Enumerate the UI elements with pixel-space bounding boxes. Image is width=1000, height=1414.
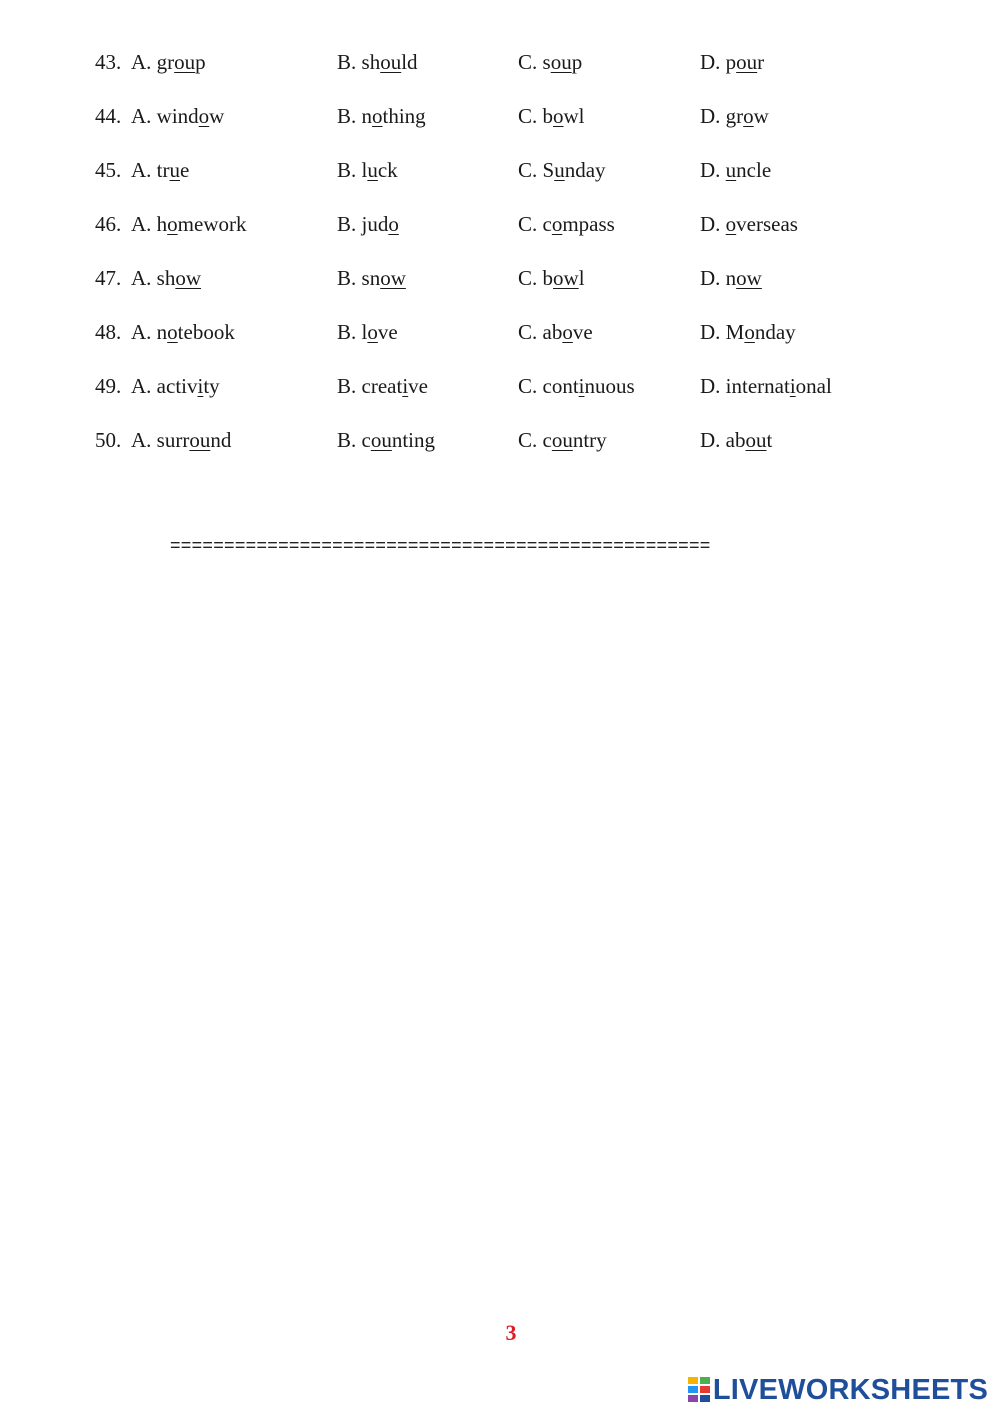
underlined-sound: ou <box>745 428 767 452</box>
underlined-sound: o <box>372 104 383 128</box>
word-prefix: n <box>156 320 168 344</box>
word-suffix: ve <box>377 320 398 344</box>
option-letter: A. <box>131 374 152 398</box>
option-letter: C. <box>518 50 538 74</box>
word-prefix: creat <box>361 374 403 398</box>
option-letter: A. <box>131 266 152 290</box>
word-suffix: onal <box>795 374 832 398</box>
word-prefix: cont <box>542 374 579 398</box>
underlined-sound: i <box>578 374 585 398</box>
word-suffix: ve <box>572 320 593 344</box>
option-letter: B. <box>337 320 357 344</box>
word-prefix: n <box>361 104 373 128</box>
underlined-sound: o <box>553 104 564 128</box>
answer-option-a <box>131 371 220 401</box>
option-letter: A. <box>131 212 152 236</box>
answer-option-b <box>337 155 398 185</box>
answer-option-c <box>518 317 593 347</box>
answer-option-b <box>337 425 435 455</box>
option-letter: D. <box>700 374 721 398</box>
answer-option-d <box>700 317 796 347</box>
underlined-sound: u <box>367 158 378 182</box>
question-row <box>95 47 955 77</box>
word-prefix: internat <box>725 374 790 398</box>
page-number: 3 <box>505 1320 517 1345</box>
word-suffix: thing <box>382 104 426 128</box>
word-prefix: c <box>542 428 552 452</box>
word-suffix: nday <box>564 158 606 182</box>
underlined-sound: u <box>554 158 565 182</box>
answer-option-d <box>700 425 772 455</box>
answer-option-c <box>518 263 585 293</box>
question-number: 44. <box>95 104 122 128</box>
option-letter: D. <box>700 428 721 452</box>
word-prefix: sn <box>361 266 381 290</box>
word-suffix: r <box>757 50 765 74</box>
word-suffix: nting <box>391 428 436 452</box>
underlined-sound: o <box>551 212 563 236</box>
word-suffix: wl <box>563 104 585 128</box>
word-suffix: ld <box>401 50 418 74</box>
option-letter: B. <box>337 50 357 74</box>
question-row <box>95 425 955 455</box>
answer-option-b <box>337 371 428 401</box>
word-suffix: mework <box>177 212 247 236</box>
word-prefix: wind <box>156 104 199 128</box>
answer-option-d <box>700 371 832 401</box>
question-number: 43. <box>95 50 122 74</box>
option-letter: C. <box>518 158 538 182</box>
underlined-sound: ou <box>380 50 402 74</box>
underlined-sound: ow <box>175 266 202 290</box>
section-divider: ================================================== <box>170 535 711 555</box>
word-suffix: ck <box>377 158 398 182</box>
underlined-sound: o <box>198 104 210 128</box>
question-number: 50. <box>95 428 122 452</box>
underlined-sound: o <box>167 320 178 344</box>
option-letter: A. <box>131 104 152 128</box>
word-suffix: t <box>766 428 773 452</box>
option-letter: C. <box>518 320 538 344</box>
word-prefix: l <box>361 158 368 182</box>
word-prefix: activ <box>156 374 198 398</box>
answer-option-a <box>131 263 201 293</box>
option-letter: D. <box>700 320 721 344</box>
option-letter: C. <box>518 428 538 452</box>
option-letter: C. <box>518 104 538 128</box>
option-letter: A. <box>131 50 152 74</box>
question-number: 49. <box>95 374 122 398</box>
word-prefix: gr <box>725 104 744 128</box>
question-row <box>95 155 955 185</box>
answer-option-d <box>700 209 798 239</box>
question-row <box>95 263 955 293</box>
option-letter: B. <box>337 374 357 398</box>
underlined-sound: ou <box>550 50 572 74</box>
underlined-sound: i <box>197 374 204 398</box>
word-suffix: mpass <box>562 212 615 236</box>
answer-option-a <box>131 425 231 455</box>
word-suffix: verseas <box>736 212 798 236</box>
underlined-sound: o <box>744 320 755 344</box>
option-letter: A. <box>131 428 152 452</box>
word-prefix: S <box>542 158 555 182</box>
word-suffix: ntry <box>572 428 607 452</box>
word-prefix: surr <box>156 428 190 452</box>
option-letter: C. <box>518 374 538 398</box>
word-prefix: c <box>542 212 552 236</box>
answer-option-a <box>131 47 206 77</box>
underlined-sound: ou <box>551 428 573 452</box>
underlined-sound: ou <box>370 428 392 452</box>
answer-option-c <box>518 47 582 77</box>
option-letter: C. <box>518 212 538 236</box>
answer-option-c <box>518 101 585 131</box>
underlined-sound: o <box>367 320 378 344</box>
word-suffix: tebook <box>177 320 235 344</box>
word-prefix: sh <box>156 266 176 290</box>
option-letter: B. <box>337 266 357 290</box>
answer-option-b <box>337 317 398 347</box>
question-number: 45. <box>95 158 122 182</box>
word-suffix: w <box>209 104 225 128</box>
underlined-sound: u <box>169 158 180 182</box>
option-letter: B. <box>337 158 357 182</box>
word-prefix: M <box>725 320 745 344</box>
word-suffix: ve <box>408 374 428 398</box>
underlined-sound: ou <box>174 50 196 74</box>
question-number: 48. <box>95 320 122 344</box>
word-prefix: h <box>156 212 168 236</box>
option-letter: D. <box>700 212 721 236</box>
brand-name: LIVEWORKSHEETS <box>712 1373 988 1406</box>
answer-option-b <box>337 209 399 239</box>
answer-option-d <box>700 263 762 293</box>
liveworksheets-logo-icon <box>688 1377 710 1403</box>
answer-option-c <box>518 209 615 239</box>
answer-option-a <box>131 209 247 239</box>
answer-option-d <box>700 101 769 131</box>
word-suffix: ncle <box>736 158 772 182</box>
word-suffix: ty <box>203 374 220 398</box>
word-prefix: ab <box>725 428 746 452</box>
word-prefix: n <box>725 266 737 290</box>
question-row <box>95 317 955 347</box>
underlined-sound: o <box>388 212 399 236</box>
option-letter: D. <box>700 158 721 182</box>
word-suffix: l <box>578 266 585 290</box>
question-row <box>95 209 955 239</box>
word-suffix: e <box>180 158 190 182</box>
word-prefix: b <box>542 266 554 290</box>
underlined-sound: o <box>725 212 737 236</box>
underlined-sound: ow <box>553 266 579 290</box>
option-letter: B. <box>337 428 357 452</box>
question-row <box>95 101 955 131</box>
word-prefix: c <box>361 428 371 452</box>
option-letter: D. <box>700 266 721 290</box>
word-suffix: p <box>195 50 206 74</box>
answer-option-a <box>131 101 224 131</box>
option-letter: D. <box>700 50 721 74</box>
answer-option-c <box>518 425 607 455</box>
underlined-sound: i <box>402 374 409 398</box>
answer-option-b <box>337 47 418 77</box>
word-prefix: sh <box>361 50 381 74</box>
answer-option-a <box>131 317 235 347</box>
underlined-sound: ow <box>736 266 762 290</box>
option-letter: A. <box>131 320 152 344</box>
word-prefix: tr <box>156 158 170 182</box>
answer-option-a <box>131 155 189 185</box>
answer-option-c <box>518 371 635 401</box>
word-prefix: s <box>542 50 551 74</box>
word-prefix: p <box>725 50 737 74</box>
underlined-sound: ou <box>736 50 758 74</box>
underlined-sound: u <box>725 158 737 182</box>
word-suffix: w <box>753 104 769 128</box>
answer-option-d <box>700 155 771 185</box>
question-number: 47. <box>95 266 122 290</box>
option-letter: D. <box>700 104 721 128</box>
word-prefix: gr <box>156 50 175 74</box>
question-number: 46. <box>95 212 122 236</box>
word-suffix: nuous <box>584 374 635 398</box>
option-letter: A. <box>131 158 152 182</box>
answer-option-b <box>337 263 406 293</box>
word-prefix: l <box>361 320 368 344</box>
word-suffix: nd <box>210 428 232 452</box>
liveworksheets-brand <box>688 1373 988 1407</box>
word-suffix: nday <box>754 320 796 344</box>
underlined-sound: o <box>562 320 573 344</box>
word-prefix: b <box>542 104 554 128</box>
word-prefix: jud <box>361 212 389 236</box>
underlined-sound: o <box>743 104 754 128</box>
underlined-sound: o <box>167 212 178 236</box>
question-row <box>95 371 955 401</box>
underlined-sound: i <box>789 374 796 398</box>
answer-option-c <box>518 155 606 185</box>
word-prefix: ab <box>542 320 563 344</box>
answer-option-d <box>700 47 764 77</box>
underlined-sound: ow <box>380 266 406 290</box>
option-letter: B. <box>337 104 357 128</box>
option-letter: B. <box>337 212 357 236</box>
underlined-sound: ou <box>189 428 211 452</box>
answer-option-b <box>337 101 426 131</box>
word-suffix: p <box>571 50 583 74</box>
option-letter: C. <box>518 266 538 290</box>
